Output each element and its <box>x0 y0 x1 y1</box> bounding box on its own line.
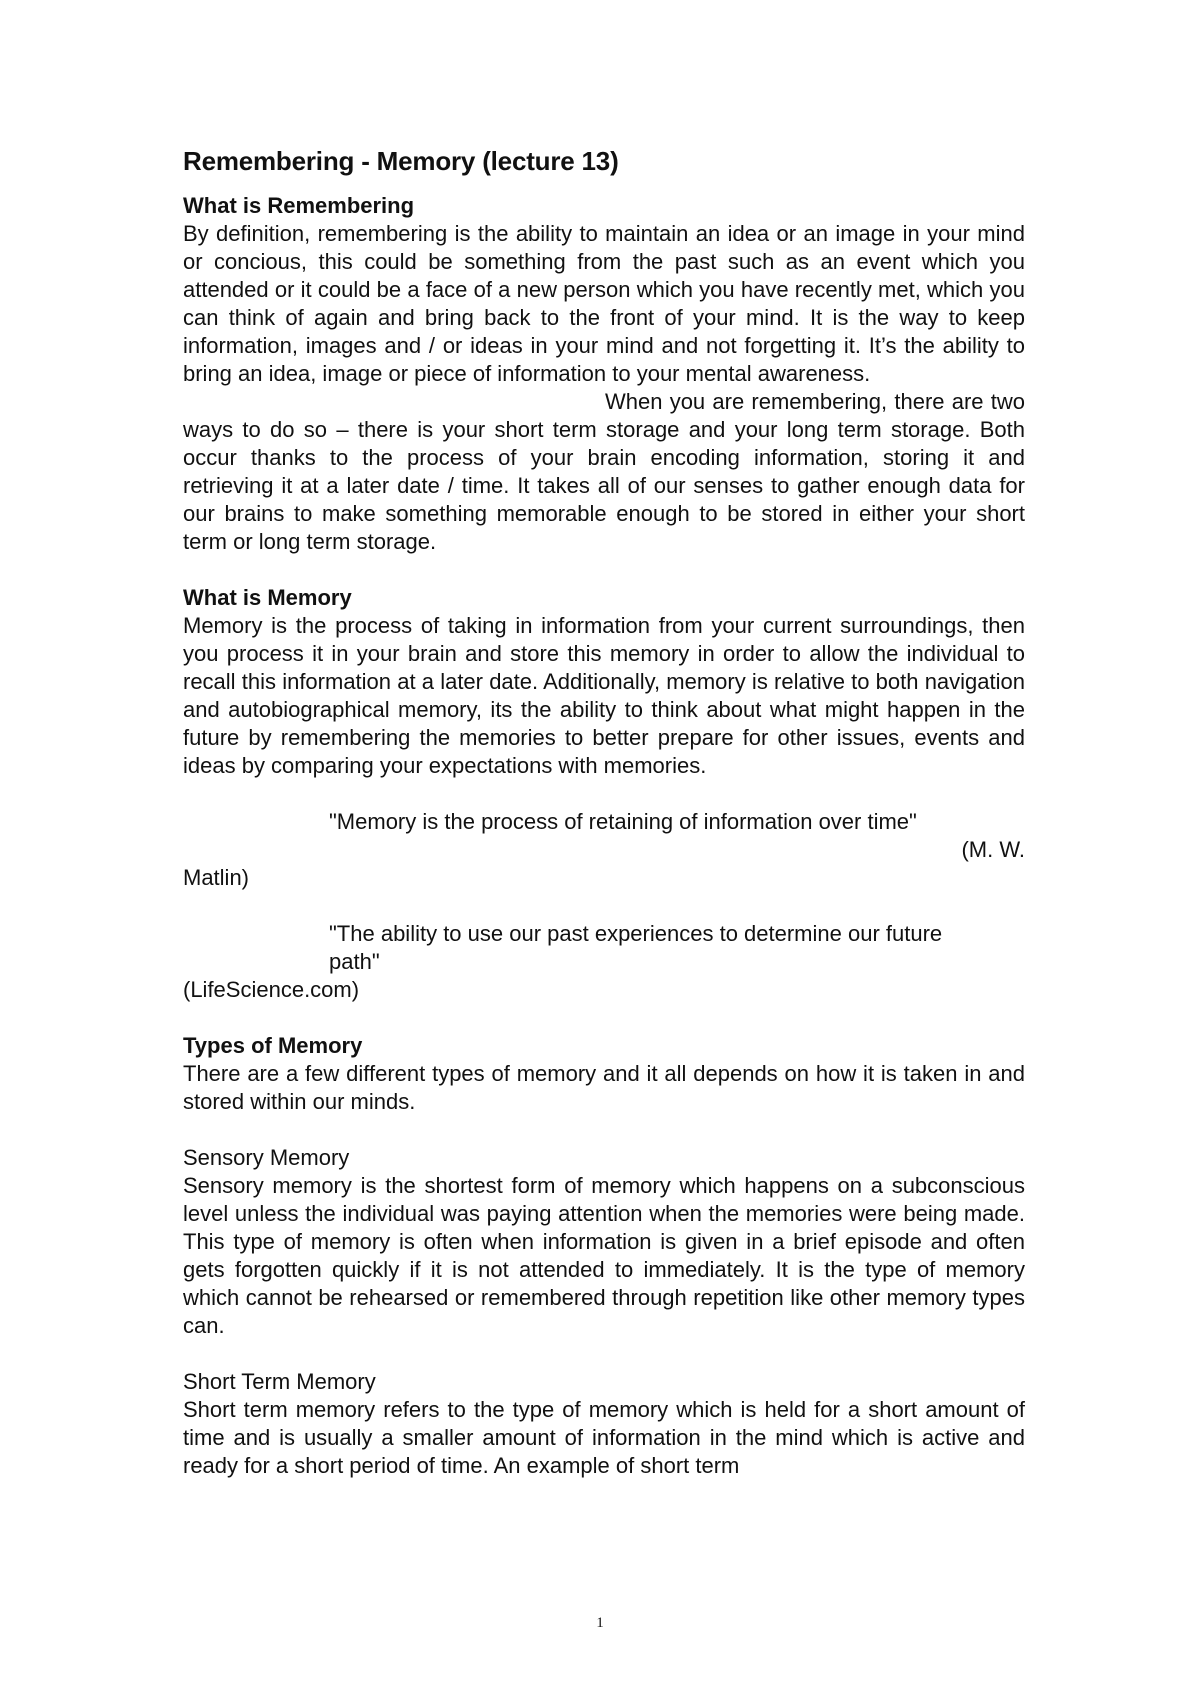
quote-lifescience-line-2: path" <box>329 949 380 974</box>
section-memory <box>183 584 1025 1004</box>
spacer <box>183 892 1025 920</box>
remembering-paragraph-1: By definition, remembering is the ability to maintain an idea or an image in your mind or concious, this could be something from the past such as an event which you attended or it could be a face of a new person which you have recently met, which you can think of again and bring back to the front of your mind. It is the way to keep information, images and / or ideas in your mind and not forgetting it. It’s the ability to bring an idea, image or piece of information to your mental awareness. <box>183 221 1025 386</box>
spacer <box>183 1004 1025 1032</box>
page-number: 1 <box>596 1615 604 1631</box>
quote-matlin-attribution-part2: Matlin) <box>183 865 250 890</box>
heading-what-is-memory: What is Memory <box>183 585 352 610</box>
spacer <box>183 556 1025 584</box>
spacer <box>183 780 1025 808</box>
quote-matlin-attribution-part1: (M. W. <box>961 837 1025 862</box>
types-paragraph: There are a few different types of memory and it all depends on how it is taken in and stored within our minds. <box>183 1061 1025 1114</box>
quote-matlin-text: "Memory is the process of retaining of information over time" <box>329 809 917 834</box>
subheading-sensory-memory: Sensory Memory <box>183 1145 350 1170</box>
remembering-paragraph-2: When you are remembering, there are two ways to do so – there is your short term storage and your long term storage. Both occur thanks to the process of your brain encoding information, storing it and retrieving it at a later date / time. It takes all of our senses to gather enough data for our brains to make something memorable enough to be stored in either your short term or long term storage. <box>183 389 1025 554</box>
quote-lifescience-attribution: (LifeScience.com) <box>183 977 360 1002</box>
heading-what-is-remembering: What is Remembering <box>183 193 415 218</box>
heading-types-of-memory: Types of Memory <box>183 1033 363 1058</box>
quote-lifescience <box>183 920 1025 1004</box>
quote-lifescience-line-1: "The ability to use our past experiences to determine our future <box>329 921 943 946</box>
subheading-short-term-memory: Short Term Memory <box>183 1369 376 1394</box>
document-title: Remembering - Memory (lecture 13) <box>183 146 619 176</box>
section-remembering <box>183 192 1025 556</box>
document-page <box>183 142 1025 1480</box>
quote-matlin <box>183 808 1025 892</box>
spacer <box>183 1340 1025 1368</box>
sensory-memory-paragraph: Sensory memory is the shortest form of memory which happens on a subconscious level unless the individual was paying attention when the memories were being made. This type of memory is often when information is given in a brief episode and often gets forgotten quickly if it is not attended to immediately. It is the type of memory which cannot be rehearsed or remembered through repetition like other memory types can. <box>183 1173 1025 1338</box>
memory-paragraph: Memory is the process of taking in information from your current surroundings, then you process it in your brain and store this memory in order to allow the individual to recall this information at a later date. Additionally, memory is relative to both navigation and autobiographical memory, its the ability to think about what might happen in the future by remembering the memories to better prepare for other issues, events and ideas by comparing your expectations with memories. <box>183 613 1025 778</box>
section-types-of-memory <box>183 1032 1025 1480</box>
spacer <box>183 1116 1025 1144</box>
short-term-memory-paragraph: Short term memory refers to the type of memory which is held for a short amount of time and is usually a smaller amount of information in the mind which is active and ready for a short period of time. An example of short term <box>183 1397 1025 1478</box>
